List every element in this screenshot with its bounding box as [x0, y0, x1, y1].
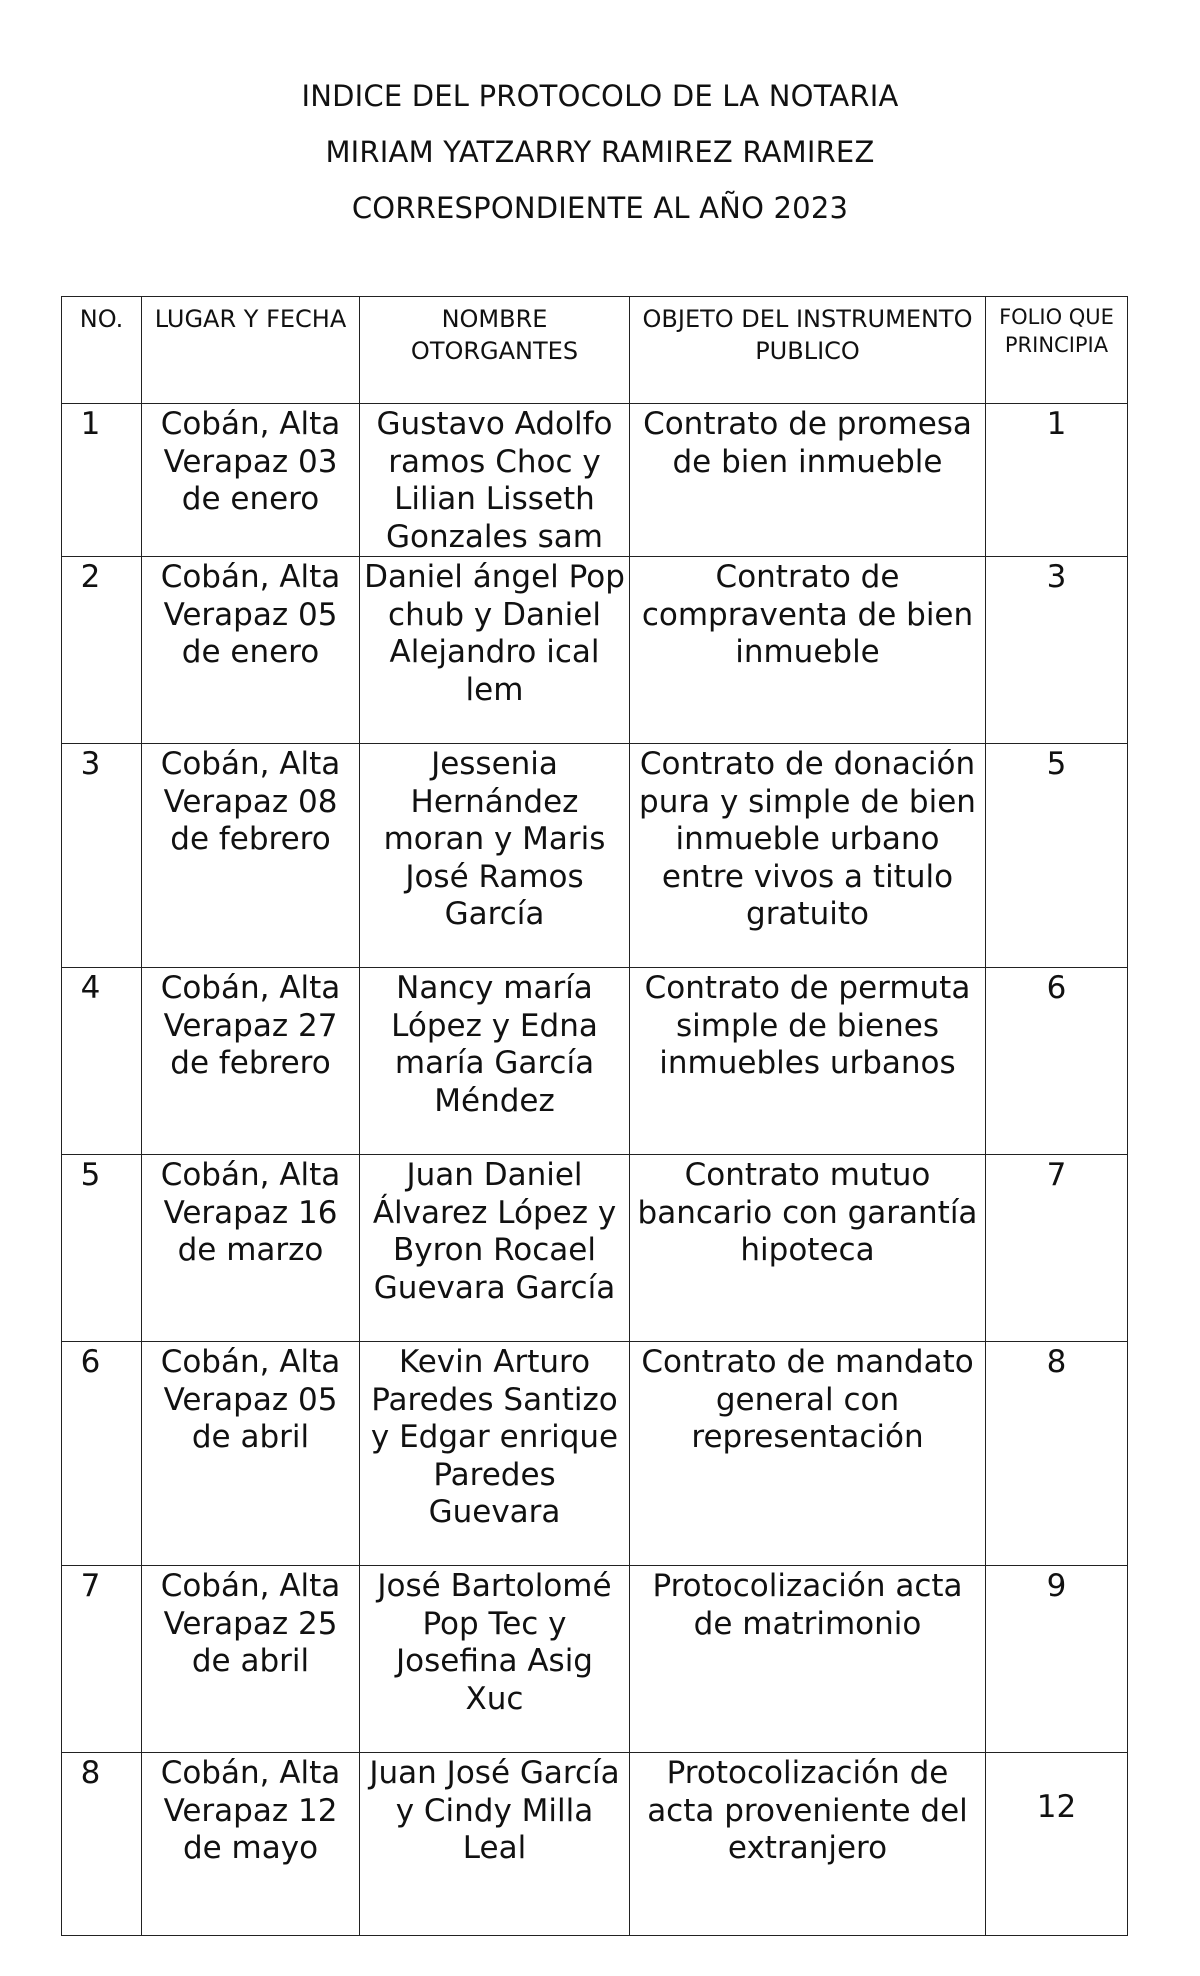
- cell-lugar-fecha: Cobán, Alta Verapaz 27 de febrero: [142, 968, 360, 1155]
- cell-folio: 7: [986, 1155, 1128, 1342]
- cell-objeto: Contrato mutuo bancario con garantía hipoteca: [630, 1155, 986, 1342]
- header-year: CORRESPONDIENTE AL AÑO 2023: [351, 191, 849, 225]
- cell-otorgantes: Jessenia Hernández moran y Maris José Ramos García: [360, 744, 630, 968]
- cell-no: 2: [62, 557, 142, 744]
- cell-otorgantes: José Bartolomé Pop Tec y Josefina Asig Xuc: [360, 1566, 630, 1753]
- cell-folio: 12: [986, 1753, 1128, 1936]
- cell-otorgantes: Juan José García y Cindy Milla Leal: [360, 1753, 630, 1936]
- table-row: [62, 1342, 1128, 1566]
- document-header: [0, 68, 1200, 236]
- cell-lugar-fecha: Cobán, Alta Verapaz 25 de abril: [142, 1566, 360, 1753]
- cell-lugar-fecha: Cobán, Alta Verapaz 05 de enero: [142, 557, 360, 744]
- cell-lugar-fecha: Cobán, Alta Verapaz 08 de febrero: [142, 744, 360, 968]
- cell-no: 4: [62, 968, 142, 1155]
- column-header-otorgantes: NOMBRE OTORGANTES: [360, 297, 630, 404]
- protocol-index-table: [61, 296, 1128, 1936]
- table-row: [62, 557, 1128, 744]
- column-header-objeto: OBJETO DEL INSTRUMENTO PUBLICO: [630, 297, 986, 404]
- cell-no: 5: [62, 1155, 142, 1342]
- cell-objeto: Protocolización acta de matrimonio: [630, 1566, 986, 1753]
- cell-otorgantes: Gustavo Adolfo ramos Choc y Lilian Lisseth Gonzales sam: [360, 404, 630, 557]
- cell-objeto: Contrato de promesa de bien inmueble: [630, 404, 986, 557]
- cell-lugar-fecha: Cobán, Alta Verapaz 12 de mayo: [142, 1753, 360, 1936]
- cell-folio: 9: [986, 1566, 1128, 1753]
- cell-no: 8: [62, 1753, 142, 1936]
- header-title: INDICE DEL PROTOCOLO DE LA NOTARIA: [301, 79, 899, 113]
- column-header-lugar-fecha: LUGAR Y FECHA: [142, 297, 360, 404]
- cell-lugar-fecha: Cobán, Alta Verapaz 03 de enero: [142, 404, 360, 557]
- table-header-row: [62, 297, 1128, 404]
- table-row: [62, 404, 1128, 557]
- cell-otorgantes: Kevin Arturo Paredes Santizo y Edgar enrique Paredes Guevara: [360, 1342, 630, 1566]
- cell-otorgantes: Daniel ángel Pop chub y Daniel Alejandro ical lem: [360, 557, 630, 744]
- table-row: [62, 1155, 1128, 1342]
- table-row: [62, 1753, 1128, 1936]
- cell-objeto: Contrato de permuta simple de bienes inmuebles urbanos: [630, 968, 986, 1155]
- cell-objeto: Contrato de compraventa de bien inmueble: [630, 557, 986, 744]
- table-row: [62, 968, 1128, 1155]
- cell-no: 1: [62, 404, 142, 557]
- cell-folio: 1: [986, 404, 1128, 557]
- table-row: [62, 1566, 1128, 1753]
- cell-lugar-fecha: Cobán, Alta Verapaz 05 de abril: [142, 1342, 360, 1566]
- header-notary-name: MIRIAM YATZARRY RAMIREZ RAMIREZ: [325, 135, 875, 169]
- cell-folio: 3: [986, 557, 1128, 744]
- cell-folio: 6: [986, 968, 1128, 1155]
- cell-objeto: Contrato de donación pura y simple de bien inmueble urbano entre vivos a titulo gratuito: [630, 744, 986, 968]
- column-header-folio: FOLIO QUE PRINCIPIA: [986, 297, 1128, 404]
- cell-no: 6: [62, 1342, 142, 1566]
- cell-objeto: Contrato de mandato general con representación: [630, 1342, 986, 1566]
- column-header-no: NO.: [62, 297, 142, 404]
- table-row: [62, 744, 1128, 968]
- cell-folio: 8: [986, 1342, 1128, 1566]
- cell-no: 3: [62, 744, 142, 968]
- cell-objeto: Protocolización de acta proveniente del extranjero: [630, 1753, 986, 1936]
- cell-lugar-fecha: Cobán, Alta Verapaz 16 de marzo: [142, 1155, 360, 1342]
- cell-otorgantes: Juan Daniel Álvarez López y Byron Rocael Guevara García: [360, 1155, 630, 1342]
- cell-folio: 5: [986, 744, 1128, 968]
- cell-no: 7: [62, 1566, 142, 1753]
- cell-otorgantes: Nancy maría López y Edna maría García Méndez: [360, 968, 630, 1155]
